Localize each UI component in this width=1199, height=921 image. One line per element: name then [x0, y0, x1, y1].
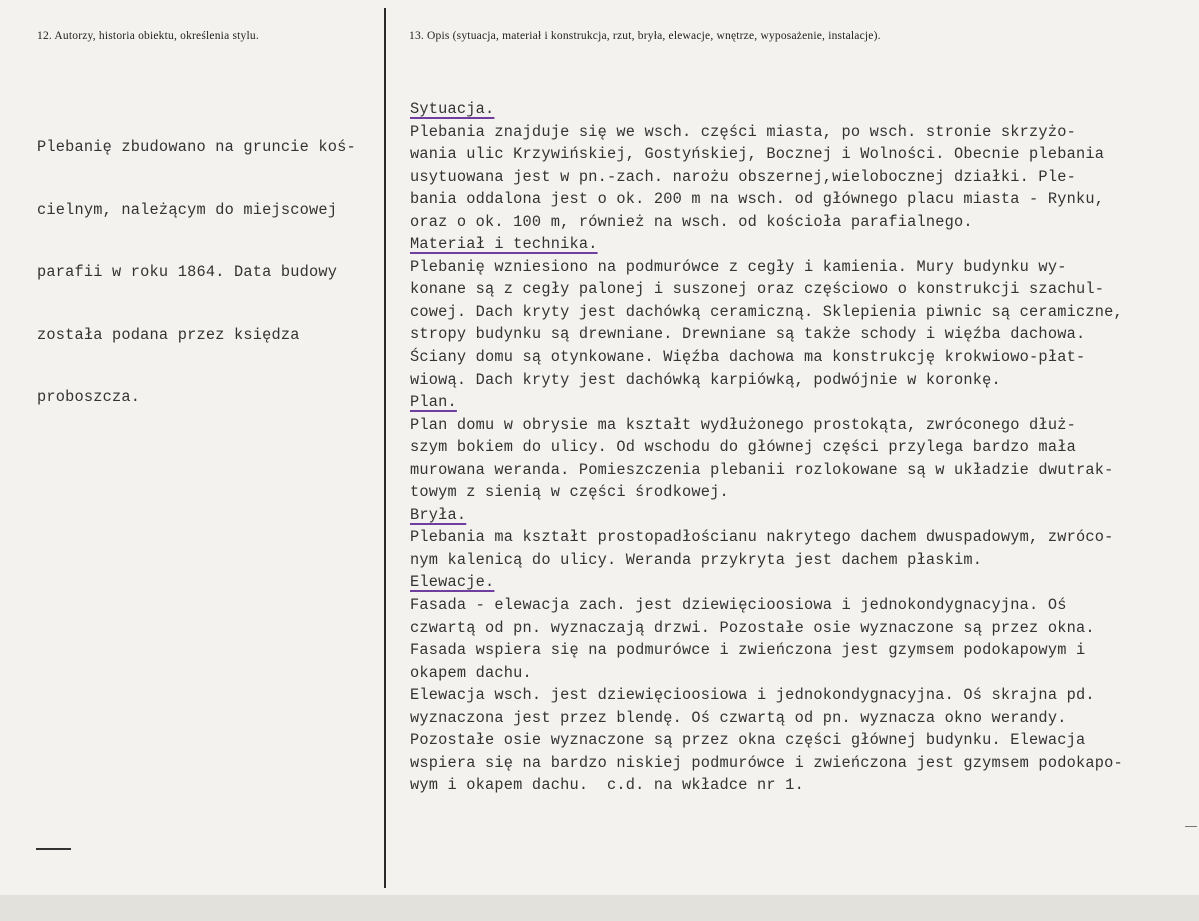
left-column-body — [37, 98, 356, 447]
text-line: usytuowana jest w pn.-zach. narożu obszernej,wielobocznej działki. Ple- — [410, 167, 1076, 186]
text-line: oraz o ok. 100 m, również na wsch. od kościoła parafialnego. — [410, 212, 973, 231]
text-line: wym i okapem dachu. c.d. na wkładce nr 1. — [410, 776, 804, 795]
section-heading-text: Bryła. — [410, 505, 467, 524]
text-line: cowej. Dach kryty jest dachówką ceramiczną. Sklepienia piwnic są ceramiczne, — [410, 302, 1123, 321]
left-column-header: 12. Autorzy, historia obiektu, określenia stylu. — [37, 30, 259, 42]
section-heading — [410, 504, 1123, 527]
section-heading-text: Materiał i technika. — [410, 235, 598, 254]
bottom-margin-shade — [0, 895, 1199, 921]
text-line: Elewacja wsch. jest dziewięcioosiowa i jednokondygnacyjna. Oś skrajna pd. — [410, 686, 1095, 705]
section-heading — [410, 391, 1123, 414]
text-line: Fasada - elewacja zach. jest dziewięcioosiowa i jednokondygnacyjna. Oś — [410, 596, 1067, 615]
section-heading — [410, 233, 1123, 256]
right-column-body — [410, 98, 1123, 797]
text-line: wyznaczona jest przez blendę. Oś czwartą od pn. wyznacza okno werandy. — [410, 708, 1067, 727]
text-line: proboszcza. — [37, 388, 141, 407]
text-line: wspiera się na bardzo niskiej podmurówce i zwieńczona jest gzymsem podokapo- — [410, 753, 1123, 772]
text-line: bania oddalona jest o ok. 200 m na wsch. od głównego placu miasta - Rynku, — [410, 190, 1105, 209]
section-heading-text: Plan. — [410, 393, 457, 412]
text-line: Plebania znajduje się we wsch. części miasta, po wsch. stronie skrzyżo- — [410, 122, 1076, 141]
text-line: Fasada wspiera się na podmurówce i zwieńczona jest gzymsem podokapowym i — [410, 641, 1086, 660]
section-heading — [410, 571, 1123, 594]
right-column-header: 13. Opis (sytuacja, materiał i konstrukcja, rzut, bryła, elewacje, wnętrze, wyposażenie, instalacje). — [409, 30, 881, 42]
text-line: Plebanię zbudowano na gruncie koś- — [37, 138, 356, 156]
text-line: wiową. Dach kryty jest dachówką karpiówką, podwójnie w koronkę. — [410, 370, 1001, 389]
section-heading-text: Sytuacja. — [410, 100, 495, 118]
text-line: okapem dachu. — [410, 663, 532, 682]
text-line: Pozostałe osie wyznaczone są przez okna części głównej budynku. Elewacja — [410, 731, 1086, 750]
text-line: cielnym, należącym do miejscowej — [37, 200, 338, 219]
text-line: stropy budynku są drewniane. Drewniane są także schody i więźba dachowa. — [410, 325, 1086, 344]
text-line: została podana przez księdza — [37, 325, 300, 344]
text-line: wania ulic Krzywińskiej, Gostyńskiej, Bocznej i Wolności. Obecnie plebania — [410, 145, 1105, 164]
footnote-rule — [36, 848, 71, 850]
text-line: konane są z cegły palonej i suszonej oraz częściowo o konstrukcji szachul- — [410, 280, 1105, 299]
column-divider — [384, 8, 386, 888]
text-line: Ściany domu są otynkowane. Więźba dachowa ma konstrukcję krokwiowo-płat- — [410, 348, 1086, 367]
section-heading-text: Elewacje. — [410, 573, 495, 592]
text-line: parafii w roku 1864. Data budowy — [37, 263, 338, 282]
text-line: Plan domu w obrysie ma kształt wydłużonego prostokąta, zwróconego dłuż- — [410, 415, 1076, 434]
section-heading — [410, 98, 1123, 121]
text-line: czwartą od pn. wyznaczają drzwi. Pozostałe osie wyznaczone są przez okna. — [410, 618, 1095, 637]
text-line: murowana weranda. Pomieszczenia plebanii rozlokowane są w układzie dwutrak- — [410, 460, 1114, 479]
text-line: nym kalenicą do ulicy. Weranda przykryta jest dachem płaskim. — [410, 550, 983, 569]
text-line: Plebanię wzniesiono na podmurówce z cegły i kamienia. Mury budynku wy- — [410, 257, 1067, 276]
text-line: towym z sienią w części środkowej. — [410, 483, 729, 502]
text-line: szym bokiem do ulicy. Od wschodu do głównej części przylega bardzo mała — [410, 438, 1076, 457]
edge-mark — [1185, 826, 1197, 827]
text-line: Plebania ma kształt prostopadłościanu nakrytego dachem dwuspadowym, zwróco- — [410, 528, 1114, 547]
